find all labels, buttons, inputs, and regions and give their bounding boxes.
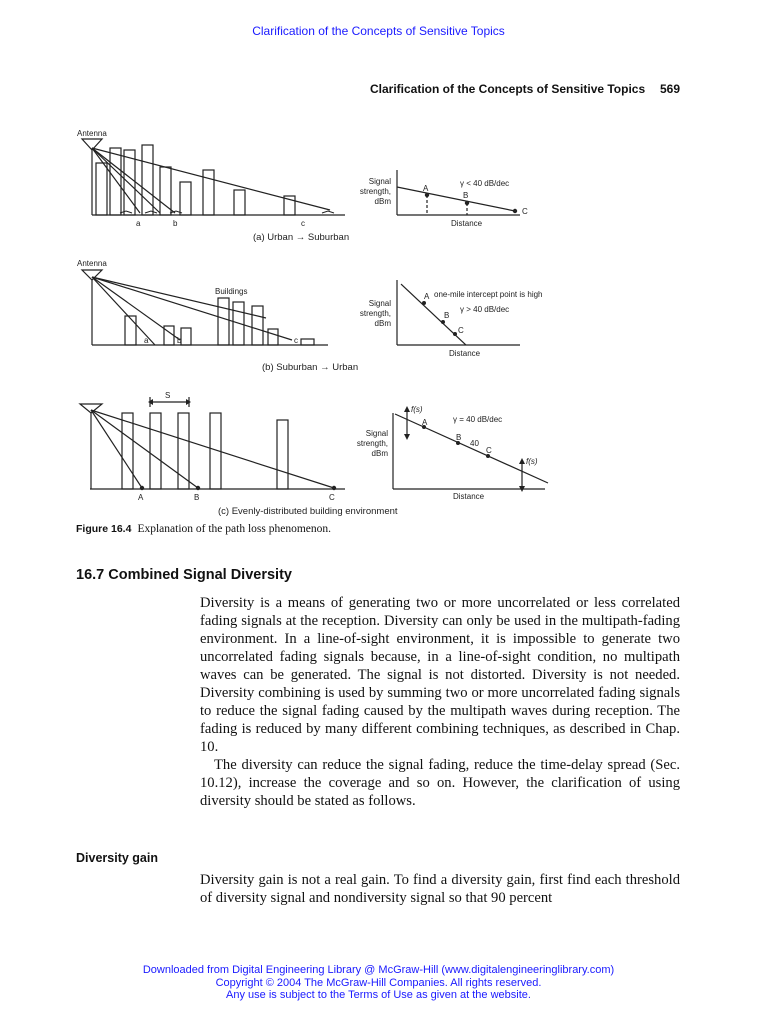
fig-c-caption: (c) Evenly-distributed building environment [218,506,398,517]
fig-b-ylabel-3: dBm [374,319,391,328]
footer-copyright[interactable]: Copyright © 2004 The McGraw-Hill Companies. All rights reserved. [215,976,542,989]
fig-c-spacing-label: S [165,391,171,400]
page-number: 569 [660,82,681,96]
fig-c-fs-top: f(s) [411,405,423,414]
fig-a-label-C: C [522,207,528,216]
fig-c-ylabel-3: dBm [371,449,388,458]
footer-download-link[interactable]: Downloaded from Digital Engineering Library @ McGraw-Hill (www.digitalengineeringlibrary.com) [142,964,615,976]
fig-c-label-B: B [456,433,462,442]
fig-a-label-B: B [463,191,469,200]
subsection-body [200,871,680,907]
fig-a-label-A: A [423,184,429,193]
fig-a-ylabel-3: dBm [374,197,391,206]
fig-c-ylabel-1: Signal [365,429,388,438]
fig-a-antenna-label: Antenna [77,129,107,138]
fig-c-slope-label: 40 [470,439,479,448]
fig-c-ylabel-2: strength, [356,439,388,448]
fig-b-ylabel-2: strength, [359,309,391,318]
fig-b-antenna-label: Antenna [77,259,107,268]
figure-c-scene [80,397,345,489]
section-heading: 16.7 Combined Signal Diversity [76,567,292,583]
footer-terms[interactable]: Any use is subject to the Terms of Use as given at the website. [226,989,531,1001]
fig-c-xlabel: Distance [453,492,485,501]
fig-b-label-B: B [444,311,450,320]
fig-a-point-c: c [301,219,305,228]
fig-b-buildings-label: Buildings [215,287,248,296]
fig-a-point-a: a [136,219,141,228]
fig-b-point-a: a [144,336,149,345]
fig-c-label-A: A [422,418,428,427]
fig-a-ylabel-1: Signal [368,177,391,186]
subsection-heading: Diversity gain [76,851,158,865]
footer [0,964,757,1002]
section-body [200,594,680,810]
running-head: Clarification of the Concepts of Sensitive Topics [370,82,646,96]
figure-a-scene [82,139,345,215]
fig-a-ylabel-2: strength, [359,187,391,196]
fig-c-fs-bottom: f(s) [526,457,538,466]
fig-b-gamma: γ > 40 dB/dec [460,305,510,314]
fig-b-caption: (b) Suburban → Urban [262,362,359,373]
download-banner[interactable]: Clarification of the Concepts of Sensitive Topics [252,24,505,38]
figure-caption [76,523,331,535]
figure-b-scene [82,270,328,345]
fig-a-point-b: b [173,219,178,228]
fig-b-label-C: C [458,326,464,335]
fig-b-point-c: c [294,336,298,345]
fig-c-point-C: C [329,493,335,502]
fig-a-xlabel: Distance [451,219,483,228]
fig-a-gamma: γ < 40 dB/dec [460,179,510,188]
fig-c-point-B: B [194,493,200,502]
figure-caption-label: Figure 16.4 [76,523,132,535]
paragraph-3: Diversity gain is not a real gain. To find a diversity gain, first find each threshold of diversity signal and nondiversity signal so that 90 percent [200,872,680,906]
paragraph-2: The diversity can reduce the signal fading, reduce the time-delay spread (Sec. 10.12), increase the coverage and so on. However, the clarification of using diversity should be stated as follows. [200,757,680,809]
fig-c-point-A: A [138,493,144,502]
fig-c-gamma: γ = 40 dB/dec [453,415,503,424]
fig-b-ylabel-1: Signal [368,299,391,308]
fig-b-label-A: A [424,292,430,301]
fig-b-note: one-mile intercept point is high [434,290,543,299]
fig-a-caption: (a) Urban → Suburban [253,232,350,243]
fig-b-point-b: b [177,336,182,345]
figure-caption-text: Explanation of the path loss phenomenon. [137,523,331,535]
paragraph-1: Diversity is a means of generating two or more uncorrelated or less correlated fading signals at the reception. Diversity can only be used in the multipath-fading environment. In a line-of-sight environment, it is impossible to generate two uncorrelated fading signals because, in a line-of-sight condition, no multipath waves can be generated. The signal is not distorted. Diversity is not needed. Diversity combining is used by summing two or more uncorrelated fading signals to reduce the signal fading caused by the multipath waves during reception. The fading is reduced by many different combining techniques, as described in Chap. 10. [200,595,680,755]
fig-b-xlabel: Distance [449,349,481,358]
fig-c-label-C: C [486,446,492,455]
figure-a-graph [397,170,520,215]
